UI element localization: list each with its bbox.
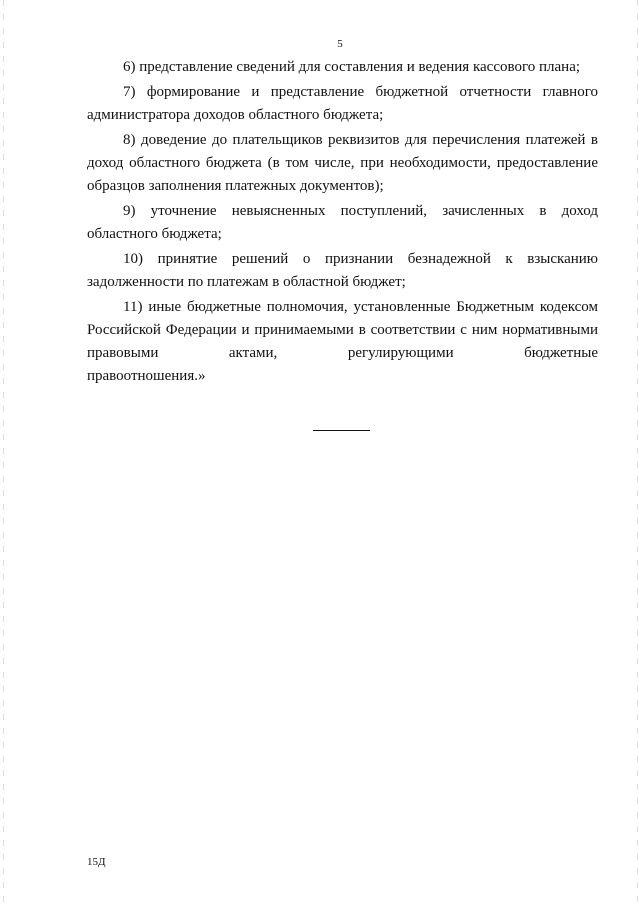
paragraph-item-9: 9) уточнение невыясненных поступлений, зачисленных в доход областного бюджета; — [87, 203, 598, 242]
scan-edge-left — [3, 0, 4, 905]
paragraph-item-8: 8) доведение до плательщиков реквизитов для перечисления платежей в доход областного бюджета (в том числе, при необходимости, предоставление образцов заполнения платежных документов); — [87, 132, 598, 194]
page-number: 5 — [337, 38, 343, 50]
paragraph-item-6: 6) представление сведений для составления и ведения кассового плана; — [123, 59, 581, 75]
paragraph-item-11: 11) иные бюджетные полномочия, установленные Бюджетным кодексом Российской Федерации и принимаемыми в соответствии с ним нормативными правовыми актами, регулирующими бюджетные — [87, 299, 598, 361]
paragraph-item-10: 10) принятие решений о признании безнадежной к взысканию задолженности по платежам в областной бюджет; — [87, 251, 598, 290]
paragraph-item-7: 7) формирование и представление бюджетной отчетности главного администратора доходов областного бюджета; — [87, 84, 598, 123]
section-separator-line — [313, 430, 370, 431]
scan-edge-right — [637, 0, 638, 905]
footer-code: 15Д — [87, 856, 106, 868]
paragraph-item-11-end: правоотношения.» — [87, 368, 206, 384]
document-body — [87, 56, 598, 390]
